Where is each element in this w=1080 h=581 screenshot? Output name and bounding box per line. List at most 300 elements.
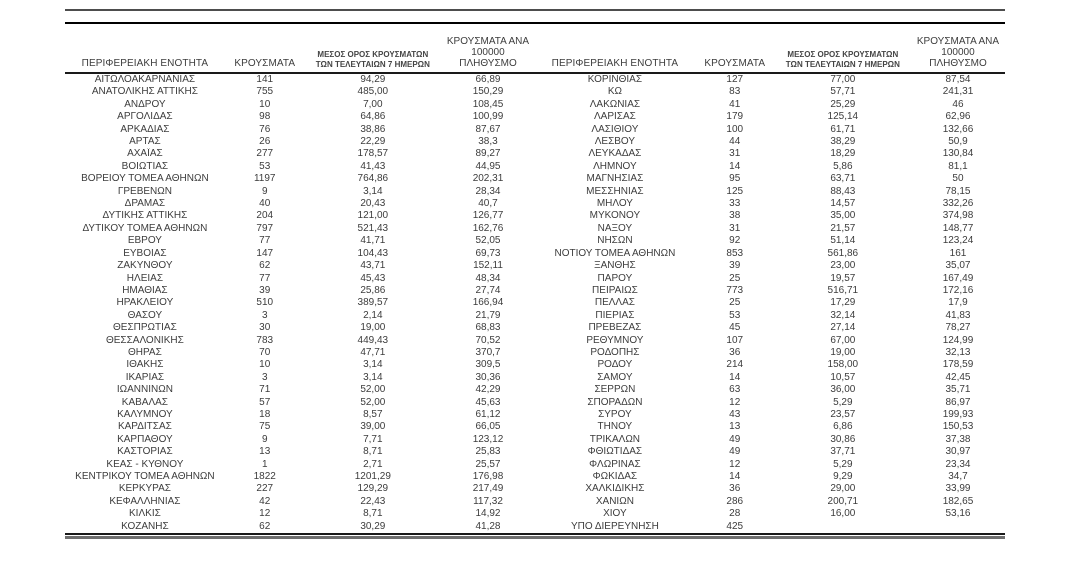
header-avg7-line2: ΤΩΝ ΤΕΛΕΥΤΑΙΩΝ 7 ΗΜΕΡΩΝ <box>315 59 430 69</box>
cell-avg7: 23,57 <box>830 408 856 420</box>
cell-per100k: 108,45 <box>472 98 504 110</box>
cell-avg7: 22,29 <box>360 136 386 148</box>
cell-cases: 141 <box>256 74 274 85</box>
table-body-right <box>535 73 1005 534</box>
cell-region: ΑΡΤΑΣ <box>129 136 161 148</box>
table-row <box>65 335 535 347</box>
cell-region: ΑΡΓΟΛΙΔΑΣ <box>117 111 173 123</box>
table-row <box>65 210 535 222</box>
cell-avg7: 77,00 <box>830 74 856 85</box>
cell-avg7: 57,71 <box>830 86 856 98</box>
cell-cases: 25 <box>729 297 741 309</box>
cell-avg7: 21,57 <box>830 222 856 234</box>
table-row <box>535 335 1005 347</box>
cell-avg7: 1201,29 <box>354 471 391 482</box>
cell-region: ΧΑΝΙΩΝ <box>595 495 634 507</box>
cell-cases: 45 <box>729 322 741 334</box>
table-row <box>65 248 535 260</box>
cell-cases: 83 <box>729 86 741 98</box>
table-body-left <box>65 73 535 534</box>
cell-region: ΡΟΔΟΠΗΣ <box>590 346 640 358</box>
header-region-label: ΠΕΡΙΦΕΡΕΙΑΚΗ ΕΝΟΤΗΤΑ <box>551 58 679 69</box>
cell-cases: 214 <box>726 359 744 371</box>
cell-per100k: 124,99 <box>942 334 974 346</box>
cell-region: ΛΕΥΚΑΔΑΣ <box>588 148 642 160</box>
cell-region: ΥΠΟ ΔΙΕΡΕΥΝΗΣΗ <box>570 520 659 532</box>
cell-region: ΔΡΑΜΑΣ <box>124 198 166 210</box>
cell-per100k: 86,97 <box>945 396 971 408</box>
cell-region: ΑΝΔΡΟΥ <box>124 98 166 110</box>
cell-cases: 1 <box>261 458 268 470</box>
cell-per100k: 199,93 <box>942 408 974 420</box>
table-row <box>65 161 535 173</box>
cell-per100k: 17,9 <box>948 297 968 309</box>
cell-per100k: 78,15 <box>945 185 971 197</box>
cell-region: ΙΘΑΚΗΣ <box>126 359 164 371</box>
cell-per100k: 25,83 <box>475 446 501 458</box>
header-cases-label: ΚΡΟΥΣΜΑΤΑ <box>234 58 296 69</box>
cell-region: ΗΛΕΙΑΣ <box>126 272 163 284</box>
cell-cases: 33 <box>729 198 741 210</box>
table-row <box>65 359 535 371</box>
table-row <box>535 198 1005 210</box>
header-avg7-line1: ΜΕΣΟΣ ΟΡΟΣ ΚΡΟΥΣΜΑΤΩΝ <box>787 50 899 59</box>
cell-per100k: 70,52 <box>475 334 501 346</box>
table-row <box>65 372 535 384</box>
cell-region: ΛΑΚΩΝΙΑΣ <box>589 98 641 110</box>
cell-region: ΘΗΡΑΣ <box>128 346 162 358</box>
table-row <box>65 421 535 433</box>
cell-avg7: 64,86 <box>360 111 386 123</box>
cell-cases: 12 <box>729 458 741 470</box>
cell-avg7: 39,00 <box>360 421 386 433</box>
cell-per100k: 32,13 <box>945 346 971 358</box>
table-row <box>535 124 1005 136</box>
cell-per100k: 148,77 <box>942 222 974 234</box>
cell-cases: 53 <box>729 309 741 321</box>
cell-region: ΚΟΡΙΝΘΙΑΣ <box>587 74 642 85</box>
cell-cases: 92 <box>729 235 741 247</box>
cell-avg7: 5,29 <box>833 458 853 470</box>
cell-per100k: 87,54 <box>945 74 971 85</box>
cell-region: ΚΙΛΚΙΣ <box>129 508 161 520</box>
cell-cases: 227 <box>256 483 274 495</box>
table-row <box>535 409 1005 421</box>
cell-per100k: 46 <box>952 98 964 110</box>
cell-cases: 13 <box>259 446 271 458</box>
cell-cases: 125 <box>726 185 744 197</box>
cell-region: ΚΕΦΑΛΛΗΝΙΑΣ <box>109 495 181 507</box>
cell-per100k <box>911 521 1005 534</box>
cell-per100k: 81,1 <box>948 160 968 172</box>
cell-cases: 14 <box>729 160 741 172</box>
table-row <box>65 285 535 297</box>
cell-region: ΑΝΑΤΟΛΙΚΗΣ ΑΤΤΙΚΗΣ <box>91 86 198 98</box>
cell-region: ΧΙΟΥ <box>603 508 627 520</box>
cell-region: ΠΡΕΒΕΖΑΣ <box>588 322 642 334</box>
cell-region: ΕΒΡΟΥ <box>127 235 162 247</box>
cell-per100k: 178,59 <box>942 359 974 371</box>
cell-avg7: 94,29 <box>360 74 386 85</box>
cell-region: ΜΑΓΝΗΣΙΑΣ <box>586 173 644 185</box>
table-row <box>535 111 1005 123</box>
cell-per100k: 14,92 <box>475 508 501 520</box>
header-per100k-line2: ΠΛΗΘΥΣΜΟ <box>929 58 987 69</box>
cell-avg7: 2,14 <box>363 309 383 321</box>
cell-per100k: 123,24 <box>942 235 974 247</box>
cell-region: ΑΙΤΩΛΟΑΚΑΡΝΑΝΙΑΣ <box>94 74 196 85</box>
table-row <box>535 483 1005 495</box>
cell-avg7: 67,00 <box>830 334 856 346</box>
table-row <box>65 322 535 334</box>
cell-cases: 28 <box>729 508 741 520</box>
cell-avg7: 521,43 <box>357 222 389 234</box>
table-row <box>535 508 1005 520</box>
cell-region: ΛΕΣΒΟΥ <box>594 136 636 148</box>
cell-region: ΚΑΒΑΛΑΣ <box>121 396 168 408</box>
table-row <box>65 508 535 520</box>
table-row <box>65 148 535 160</box>
cell-region: ΣΑΜΟΥ <box>597 371 633 383</box>
cell-cases: 14 <box>729 471 741 482</box>
cell-per100k: 374,98 <box>942 210 974 222</box>
cell-region: ΔΥΤΙΚΟΥ ΤΟΜΕΑ ΑΘΗΝΩΝ <box>82 222 208 234</box>
cell-per100k: 100,99 <box>472 111 504 123</box>
cell-cases: 71 <box>259 384 271 396</box>
cell-cases: 204 <box>256 210 274 222</box>
cell-avg7: 30,29 <box>360 520 386 532</box>
cell-avg7: 449,43 <box>357 334 389 346</box>
cell-region: ΚΩ <box>607 86 622 98</box>
cell-per100k: 41,83 <box>945 309 971 321</box>
cell-cases: 76 <box>259 123 271 135</box>
cell-cases: 425 <box>726 520 744 532</box>
cell-cases: 179 <box>726 111 744 123</box>
table-row <box>65 347 535 359</box>
cell-per100k: 38,3 <box>478 136 498 148</box>
cell-avg7: 38,86 <box>360 123 386 135</box>
cell-per100k: 27,74 <box>475 284 501 296</box>
cell-region: ΗΜΑΘΙΑΣ <box>122 284 168 296</box>
cell-avg7: 61,71 <box>830 123 856 135</box>
cell-per100k: 152,11 <box>473 260 503 272</box>
table-row <box>535 471 1005 483</box>
cell-per100k: 66,05 <box>475 421 501 433</box>
cell-avg7: 516,71 <box>827 284 859 296</box>
cell-cases: 9 <box>261 433 268 445</box>
cell-cases: 77 <box>259 272 271 284</box>
cell-cases: 77 <box>259 235 271 247</box>
cell-cases: 25 <box>729 272 741 284</box>
table-row <box>65 111 535 123</box>
cell-region: ΡΕΘΥΜΝΟΥ <box>586 334 644 346</box>
table-row <box>535 521 1005 534</box>
cell-cases: 18 <box>259 408 271 420</box>
table-row <box>65 136 535 148</box>
cell-avg7: 19,57 <box>830 272 856 284</box>
table-row <box>535 347 1005 359</box>
cell-cases: 53 <box>259 160 271 172</box>
cell-per100k: 150,29 <box>472 86 504 98</box>
cell-per100k: 44,95 <box>475 160 501 172</box>
cell-cases: 75 <box>259 421 271 433</box>
cell-per100k: 202,31 <box>472 173 504 185</box>
cell-per100k: 126,77 <box>472 210 504 222</box>
cell-avg7: 2,71 <box>363 458 383 470</box>
table-row <box>535 421 1005 433</box>
cell-avg7: 178,57 <box>357 148 389 160</box>
cell-avg7: 8,57 <box>363 408 383 420</box>
cell-per100k: 61,12 <box>475 408 501 420</box>
cell-avg7: 43,71 <box>360 260 386 272</box>
cell-cases: 49 <box>729 446 741 458</box>
table-row <box>65 409 535 421</box>
cell-cases: 9 <box>261 185 268 197</box>
table-row <box>65 99 535 111</box>
cell-avg7: 23,00 <box>830 260 856 272</box>
table-row <box>65 124 535 136</box>
cell-avg7: 125,14 <box>827 111 859 123</box>
cell-per100k: 176,98 <box>472 471 504 482</box>
cell-per100k: 35,07 <box>945 260 971 272</box>
header-per100k <box>441 36 535 73</box>
cell-region: ΛΑΣΙΘΙΟΥ <box>591 123 639 135</box>
cell-region: ΦΛΩΡΙΝΑΣ <box>589 458 641 470</box>
cell-cases: 31 <box>729 222 741 234</box>
cell-cases: 42 <box>259 495 271 507</box>
cell-avg7: 19,00 <box>360 322 386 334</box>
cell-cases: 853 <box>726 247 744 259</box>
cell-avg7: 3,14 <box>363 359 383 371</box>
cell-avg7: 27,14 <box>830 322 856 334</box>
cell-avg7: 37,71 <box>830 446 856 458</box>
cell-cases: 107 <box>726 334 744 346</box>
cell-region: ΜΗΛΟΥ <box>596 198 633 210</box>
cell-avg7: 63,71 <box>830 173 856 185</box>
cell-per100k: 162,76 <box>472 222 504 234</box>
cell-cases: 755 <box>256 86 274 98</box>
cell-avg7: 47,71 <box>360 346 386 358</box>
cell-per100k: 41,28 <box>475 520 501 532</box>
cell-cases: 3 <box>261 309 268 321</box>
cell-region: ΘΕΣΠΡΩΤΙΑΣ <box>113 322 177 334</box>
cell-cases: 773 <box>726 284 744 296</box>
top-rule-lower <box>65 22 1005 24</box>
header-per100k-line2: ΠΛΗΘΥΣΜΟ <box>459 58 517 69</box>
cell-region: ΘΕΣΣΑΛΟΝΙΚΗΣ <box>105 334 184 346</box>
cell-region: ΡΟΔΟΥ <box>597 359 633 371</box>
table-row <box>65 434 535 446</box>
table-row <box>535 136 1005 148</box>
cell-cases: 26 <box>259 136 271 148</box>
table-row <box>65 483 535 495</box>
cell-cases: 95 <box>729 173 741 185</box>
table-row <box>535 235 1005 247</box>
table-row <box>65 471 535 483</box>
cell-per100k: 217,49 <box>472 483 504 495</box>
header-cases <box>225 36 305 73</box>
table-row <box>65 459 535 471</box>
cell-cases: 41 <box>729 98 741 110</box>
cell-avg7: 485,00 <box>357 86 389 98</box>
cell-region: ΔΥΤΙΚΗΣ ΑΤΤΙΚΗΣ <box>102 210 188 222</box>
table-header-right <box>535 36 1005 73</box>
cell-avg7: 104,43 <box>357 247 389 259</box>
cell-region: ΣΠΟΡΑΔΩΝ <box>587 396 643 408</box>
cell-per100k: 45,63 <box>475 396 501 408</box>
cell-avg7: 16,00 <box>830 508 856 520</box>
cell-cases: 40 <box>259 198 271 210</box>
regional-cases-table-right <box>535 36 1005 535</box>
table-row <box>535 459 1005 471</box>
header-per100k-line1: ΚΡΟΥΣΜΑΤΑ ΑΝΑ 100000 <box>446 36 530 58</box>
table-row <box>535 359 1005 371</box>
cell-avg7: 7,71 <box>363 433 383 445</box>
header-cases <box>695 36 775 73</box>
cell-cases: 62 <box>259 520 271 532</box>
cell-per100k: 42,45 <box>945 371 971 383</box>
table-row <box>65 73 535 86</box>
cell-region: ΠΑΡΟΥ <box>597 272 633 284</box>
cell-per100k: 28,34 <box>475 185 501 197</box>
cell-per100k: 182,65 <box>942 495 974 507</box>
cell-region: ΛΗΜΝΟΥ <box>593 160 637 172</box>
cell-avg7: 25,29 <box>830 98 856 110</box>
cell-region: ΒΟΡΕΙΟΥ ΤΟΜΕΑ ΑΘΗΝΩΝ <box>81 173 209 185</box>
cell-region: ΣΕΡΡΩΝ <box>594 384 636 396</box>
cell-cases: 147 <box>256 247 274 259</box>
regional-cases-table-left <box>65 36 535 535</box>
table-row <box>65 521 535 534</box>
cell-per100k: 166,94 <box>472 297 504 309</box>
cell-region: ΝΑΞΟΥ <box>597 222 633 234</box>
table-row <box>65 235 535 247</box>
cell-cases: 62 <box>259 260 271 272</box>
cell-per100k: 132,66 <box>942 123 974 135</box>
cell-avg7: 5,86 <box>833 160 853 172</box>
cell-cases: 39 <box>259 284 271 296</box>
table-row <box>535 273 1005 285</box>
table-row <box>65 273 535 285</box>
table-row <box>65 297 535 309</box>
cell-region: ΘΑΣΟΥ <box>127 309 163 321</box>
table-row <box>535 446 1005 458</box>
cell-avg7: 18,29 <box>830 148 856 160</box>
cell-cases: 14 <box>729 371 741 383</box>
table-row <box>65 260 535 272</box>
cell-region: ΣΥΡΟΥ <box>598 408 632 420</box>
cell-region: ΚΑΡΔΙΤΣΑΣ <box>117 421 172 433</box>
header-per100k-line1: ΚΡΟΥΣΜΑΤΑ ΑΝΑ 100000 <box>916 36 1000 58</box>
cell-avg7: 121,00 <box>357 210 389 222</box>
cell-region: ΤΗΝΟΥ <box>597 421 633 433</box>
table-row <box>535 496 1005 508</box>
header-cases-label: ΚΡΟΥΣΜΑΤΑ <box>704 58 766 69</box>
header-region-label: ΠΕΡΙΦΕΡΕΙΑΚΗ ΕΝΟΤΗΤΑ <box>81 58 209 69</box>
cell-per100k: 172,16 <box>942 284 974 296</box>
table-row <box>65 310 535 322</box>
cell-cases: 277 <box>256 148 274 160</box>
cell-cases: 36 <box>729 483 741 495</box>
cell-per100k: 167,49 <box>942 272 974 284</box>
cell-per100k: 68,83 <box>475 322 501 334</box>
cell-avg7: 41,43 <box>360 160 386 172</box>
cell-avg7: 29,00 <box>830 483 856 495</box>
cell-per100k: 123,12 <box>472 433 504 445</box>
cell-avg7: 51,14 <box>830 235 856 247</box>
header-avg7 <box>305 36 441 73</box>
table-row <box>535 322 1005 334</box>
cell-per100k: 23,34 <box>945 458 971 470</box>
cell-avg7: 17,29 <box>830 297 856 309</box>
cell-cases: 38 <box>729 210 741 222</box>
header-avg7 <box>775 36 911 73</box>
table-header-left <box>65 36 535 73</box>
cell-per100k: 161 <box>949 247 967 259</box>
cell-per100k: 40,7 <box>478 198 498 210</box>
cell-avg7: 158,00 <box>827 359 859 371</box>
cell-region: ΒΟΙΩΤΙΑΣ <box>121 160 169 172</box>
cell-region: ΜΥΚΟΝΟΥ <box>589 210 641 222</box>
cell-avg7: 20,43 <box>360 198 386 210</box>
table-row <box>65 198 535 210</box>
table-row <box>535 297 1005 309</box>
cell-avg7: 14,57 <box>830 198 856 210</box>
cell-per100k: 87,67 <box>475 123 501 135</box>
table-row <box>65 397 535 409</box>
cell-per100k: 35,71 <box>945 384 971 396</box>
table-row <box>535 248 1005 260</box>
cell-region: ΓΡΕΒΕΝΩΝ <box>117 185 172 197</box>
cell-per100k: 37,38 <box>945 433 971 445</box>
cell-region: ΦΘΙΩΤΙΔΑΣ <box>587 446 643 458</box>
table-row <box>535 397 1005 409</box>
cell-region: ΠΕΙΡΑΙΩΣ <box>592 284 638 296</box>
cell-per100k: 33,99 <box>945 483 971 495</box>
cell-avg7: 22,43 <box>360 495 386 507</box>
cell-avg7: 25,86 <box>360 284 386 296</box>
cell-cases: 783 <box>256 334 274 346</box>
cell-avg7: 129,29 <box>357 483 389 495</box>
cell-region: ΝΟΤΙΟΥ ΤΟΜΕΑ ΑΘΗΝΩΝ <box>554 247 676 259</box>
cell-cases: 49 <box>729 433 741 445</box>
table-row <box>535 173 1005 185</box>
cell-per100k: 66,89 <box>475 74 501 85</box>
regional-cases-table <box>65 36 1005 535</box>
cell-avg7: 7,00 <box>363 98 383 110</box>
table-row <box>65 384 535 396</box>
cell-avg7: 200,71 <box>827 495 859 507</box>
table-row <box>535 73 1005 86</box>
cell-avg7: 8,71 <box>363 446 383 458</box>
cell-region: ΠΙΕΡΙΑΣ <box>595 309 635 321</box>
cell-per100k: 48,34 <box>475 272 501 284</box>
cell-per100k: 89,27 <box>475 148 501 160</box>
cell-cases: 30 <box>259 322 271 334</box>
header-avg7-line2: ΤΩΝ ΤΕΛΕΥΤΑΙΩΝ 7 ΗΜΕΡΩΝ <box>785 59 900 69</box>
cell-per100k: 53,16 <box>945 508 971 520</box>
cell-region: ΤΡΙΚΑΛΩΝ <box>589 433 641 445</box>
cell-region: ΧΑΛΚΙΔΙΚΗΣ <box>585 483 645 495</box>
table-row <box>65 223 535 235</box>
cell-avg7: 32,14 <box>830 309 856 321</box>
table-row <box>535 99 1005 111</box>
cell-avg7: 3,14 <box>363 371 383 383</box>
table-row <box>535 148 1005 160</box>
cell-avg7: 35,00 <box>830 210 856 222</box>
cell-per100k: 50 <box>952 173 964 185</box>
table-row <box>65 186 535 198</box>
